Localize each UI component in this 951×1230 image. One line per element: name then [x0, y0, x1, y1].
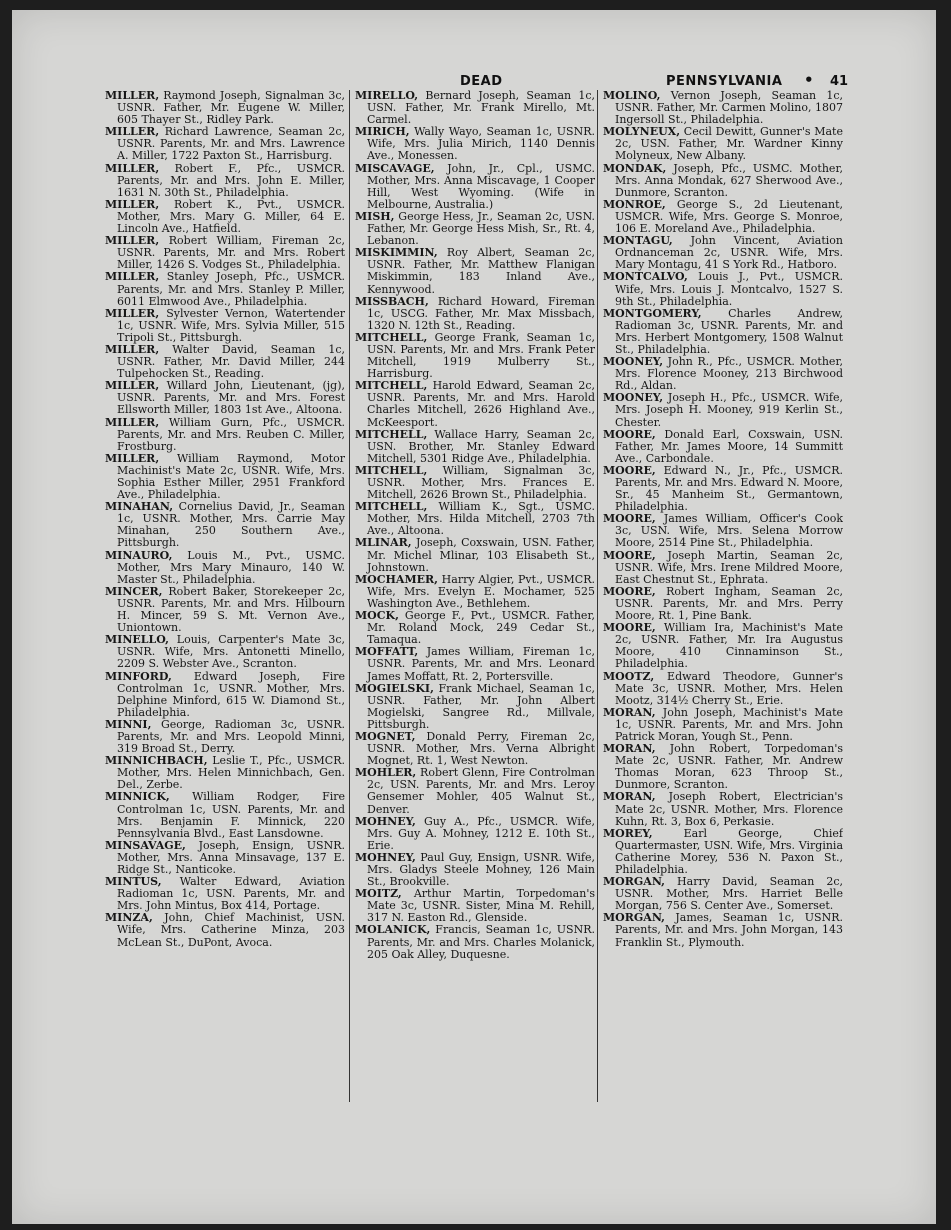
- entry-surname: MORGAN,: [603, 911, 666, 925]
- column-divider: [597, 90, 598, 1102]
- entry-surname: MOLANICK,: [355, 923, 431, 937]
- entry-surname: MINNICK,: [105, 790, 170, 804]
- entry-surname: MITCHELL,: [355, 500, 428, 514]
- entry-details: Francis, Seaman 1c, USNR. Parents, Mr. and Mrs. Charles Molanick, 205 Oak Alley, Duquesne.: [367, 923, 595, 961]
- entry-surname: MOOTZ,: [603, 669, 655, 683]
- entry-surname: MOORE,: [603, 584, 656, 598]
- roster-entry: [603, 392, 843, 428]
- entry-surname: MINSAVAGE,: [105, 838, 186, 852]
- section-title: DEAD: [460, 74, 503, 89]
- entry-details: Bernard Joseph, Seaman 1c, USN. Father, Mr. Frank Mirello, Mt. Carmel.: [367, 90, 595, 127]
- entry-surname: MILLER,: [105, 451, 160, 465]
- roster-entry: [355, 888, 595, 924]
- entry-surname: MITCHELL,: [355, 330, 428, 344]
- entry-details: Robert Ingham, Seaman 2c, USNR. Parents, Mr. and Mrs. Perry Moore, Rt. 1, Pine Bank.: [615, 584, 843, 623]
- header-bullet: •: [804, 71, 814, 89]
- entry-surname: MILLER,: [105, 379, 160, 393]
- entry-surname: MIRELLO,: [355, 90, 419, 102]
- roster-entry: [603, 876, 843, 912]
- roster-entry: [355, 852, 595, 888]
- entry-details: George Hess, Jr., Seaman 2c, USN. Father, Mr. George Hess Mish, Sr., Rt. 4, Lebanon.: [367, 209, 595, 248]
- entry-details: John Vincent, Aviation Ordnanceman 2c, USNR. Wife, Mrs. Mary Montagu, 41 S York Rd., Hatboro.: [615, 234, 843, 272]
- entry-details: Harold Edward, Seaman 2c, USNR. Parents, Mr. and Mrs. Harold Charles Mitchell, 2626 Highland Ave., McKeesport.: [367, 379, 595, 429]
- entry-details: Frank Michael, Seaman 1c, USNR. Father, Mr. John Albert Mogielski, Sangree Rd., Millvale, Pittsburgh.: [367, 681, 595, 731]
- roster-entry: [105, 417, 345, 453]
- roster-entry: [105, 199, 345, 235]
- entry-details: William Rodger, Fire Controlman 1c, USN. Parents, Mr. and Mrs. Benjamin F. Minnick, 220 Pennsylvania Blvd., East Lansdowne.: [117, 790, 345, 840]
- entry-surname: MILLER,: [105, 125, 160, 139]
- entry-surname: MILLER,: [105, 161, 160, 175]
- roster-entry: [105, 271, 345, 307]
- entry-surname: MOONEY,: [603, 355, 664, 369]
- entry-surname: MOLINO,: [603, 90, 661, 102]
- roster-entry: [355, 465, 595, 501]
- roster-entry: [603, 743, 843, 791]
- entry-surname: MOLYNEUX,: [603, 125, 681, 139]
- entry-surname: MITCHELL,: [355, 463, 428, 477]
- entry-details: Arthur Martin, Torpedoman's Mate 3c, USNR. Sister, Mina M. Rehill, 317 N. Easton Rd., Glenside.: [367, 887, 595, 925]
- roster-entry: [105, 586, 345, 634]
- entry-surname: MILLER,: [105, 234, 160, 248]
- entry-surname: MINZA,: [105, 911, 153, 925]
- entry-surname: MILLER,: [105, 90, 160, 102]
- entry-surname: MILLER,: [105, 197, 160, 211]
- entry-details: William Ira, Machinist's Mate 2c, USNR. Father, Mr. Ira Augustus Moore, 410 Cinnaminson St., Philadelphia.: [615, 621, 843, 671]
- entry-details: William Raymond, Motor Machinist's Mate 2c, USNR. Wife, Mrs. Sophia Esther Miller, 2951 Frankford Ave., Philadelphia.: [117, 451, 345, 502]
- roster-entry: [355, 501, 595, 537]
- entry-details: Sylvester Vernon, Watertender 1c, USNR. Wife, Mrs. Sylvia Miller, 515 Tripoli St., Pittsburgh.: [117, 306, 345, 344]
- entry-surname: MOORE,: [603, 548, 656, 562]
- column-3: [603, 90, 843, 1110]
- entry-details: Donald Earl, Coxswain, USN. Father, Mr. James Moore, 14 Summitt Ave., Carbondale.: [615, 427, 843, 465]
- entry-surname: MOHNEY,: [355, 850, 416, 864]
- roster-entry: [355, 683, 595, 731]
- roster-entry: [105, 453, 345, 501]
- entry-surname: MISH,: [355, 209, 395, 223]
- roster-entry: [105, 501, 345, 549]
- entry-surname: MINNICHBACH,: [105, 754, 208, 768]
- entry-surname: MOREY,: [603, 826, 653, 840]
- roster-entry: [105, 90, 345, 126]
- entry-surname: MOONEY,: [603, 391, 664, 405]
- roster-entry: [603, 163, 843, 199]
- entry-surname: MORAN,: [603, 742, 656, 756]
- entry-surname: MONTGOMERY,: [603, 306, 702, 320]
- entry-details: Willard John, Lieutenant, (jg), USNR. Parents, Mr. and Mrs. Forest Ellsworth Miller, 1803 1st Ave., Altoona.: [117, 379, 345, 417]
- entry-details: William, Signalman 3c, USNR. Mother, Mrs. Frances E. Mitchell, 2626 Brown St., Philadelphia.: [367, 463, 595, 502]
- entry-details: Joseph, Pfc., USMC. Mother, Mrs. Anna Mondak, 627 Sherwood Ave., Dunmore, Scranton.: [615, 161, 843, 199]
- roster-entry: [603, 429, 843, 465]
- roster-entry: [603, 90, 843, 126]
- roster-entry: [603, 791, 843, 827]
- column-2: [355, 90, 595, 1110]
- roster-entry: [603, 671, 843, 707]
- entry-surname: MINCER,: [105, 584, 163, 598]
- entry-surname: MILLER,: [105, 415, 160, 429]
- entry-details: John, Chief Machinist, USN. Wife, Mrs. Catherine Minza, 203 McLean St., DuPont, Avoca.: [117, 911, 345, 949]
- entry-details: Roy Albert, Seaman 2c, USNR. Father, Mr. Matthew Flanigan Miskimmin, 183 Inland Ave., Kennywood.: [367, 246, 595, 296]
- column-1: [105, 90, 345, 1110]
- roster-entry: [105, 719, 345, 755]
- entry-details: John, Jr., Cpl., USMC. Mother, Mrs. Anna Miscavage, 1 Cooper Hill, West Wyoming. (Wife in Melbourne, Australia.): [367, 161, 595, 211]
- roster-entry: [603, 513, 843, 549]
- roster-entry: [105, 380, 345, 416]
- roster-entry: [355, 767, 595, 815]
- entry-details: Earl George, Chief Quartermaster, USN. Wife, Mrs. Virginia Catherine Morey, 536 N. Paxon St., Philadelphia.: [615, 826, 843, 876]
- entry-surname: MORAN,: [603, 705, 656, 719]
- roster-entry: [355, 247, 595, 295]
- roster-entry: [603, 622, 843, 670]
- roster-entry: [603, 235, 843, 271]
- entry-surname: MITCHELL,: [355, 379, 428, 393]
- roster-entry: [603, 465, 843, 513]
- entry-details: Robert William, Fireman 2c, USNR. Parents, Mr. and Mrs. Robert Miller, 1426 S. Vodges St., Philadelphia.: [117, 234, 345, 272]
- roster-entry: [105, 671, 345, 719]
- entry-details: Louis M., Pvt., USMC. Mother, Mrs Mary Minauro, 140 W. Master St., Philadelphia.: [117, 548, 345, 586]
- roster-entry: [105, 235, 345, 271]
- page-number: 41: [830, 74, 849, 89]
- roster-entry: [105, 126, 345, 162]
- entry-surname: MOCK,: [355, 609, 399, 623]
- roster-entry: [603, 586, 843, 622]
- entry-details: Richard Lawrence, Seaman 2c, USNR. Parents, Mr. and Mrs. Lawrence A. Miller, 1722 Paxton St., Harrisburg.: [117, 125, 345, 163]
- entry-surname: MONTCALVO,: [603, 270, 688, 284]
- entry-details: Guy A., Pfc., USMCR. Wife, Mrs. Guy A. Mohney, 1212 E. 10th St., Erie.: [367, 814, 595, 852]
- entry-details: Louis, Carpenter's Mate 3c, USNR. Wife, Mrs. Antonetti Minello, 2209 S. Webster Ave., Scranton.: [117, 633, 345, 671]
- roster-entry: [355, 646, 595, 682]
- roster-entry: [603, 707, 843, 743]
- entry-surname: MISSBACH,: [355, 294, 429, 308]
- entry-details: Wallace Harry, Seaman 2c, USN. Brother, Mr. Stanley Edward Mitchell, 5301 Ridge Ave., Philadelphia.: [367, 427, 595, 465]
- entry-surname: MOORE,: [603, 463, 656, 477]
- entry-surname: MISKIMMIN,: [355, 246, 438, 260]
- roster-entry: [355, 380, 595, 428]
- entry-surname: MOGNET,: [355, 729, 416, 743]
- entry-details: James William, Fireman 1c, USNR. Parents, Mr. and Mrs. Leonard James Moffatt, Rt. 2, Portersville.: [367, 645, 595, 683]
- roster-entry: [105, 344, 345, 380]
- roster-entry: [105, 912, 345, 948]
- roster-entry: [603, 126, 843, 162]
- entry-surname: MITCHELL,: [355, 427, 428, 441]
- roster-entry: [105, 876, 345, 912]
- entry-details: Robert Baker, Storekeeper 2c, USNR. Parents, Mr. and Mrs. Hilbourn H. Mincer, 59 S. Mt. Vernon Ave., Uniontown.: [117, 584, 345, 635]
- entry-details: Paul Guy, Ensign, USNR. Wife, Mrs. Gladys Steele Mohney, 126 Main St., Brookville.: [367, 850, 595, 889]
- entry-surname: MINTUS,: [105, 875, 162, 889]
- roster-entry: [355, 610, 595, 646]
- entry-surname: MINAURO,: [105, 548, 173, 562]
- entry-details: Edward N., Jr., Pfc., USMCR. Parents, Mr. and Mrs. Edward N. Moore, Sr., 45 Manheim St., Germantown, Philadelphia.: [615, 463, 843, 514]
- entry-details: George S., 2d Lieutenant, USMCR. Wife, Mrs. George S. Monroe, 106 E. Moreland Ave., Philadelphia.: [615, 197, 843, 236]
- entry-details: James William, Officer's Cook 3c, USN. Wife, Mrs. Selena Morrow Moore, 2514 Pine St., Philadelphia.: [615, 512, 843, 550]
- entry-surname: MOORE,: [603, 427, 656, 441]
- entry-details: Joseph Robert, Electrician's Mate 2c, USNR. Mother, Mrs. Florence Kuhn, Rt. 3, Box 6, Perkasie.: [615, 790, 843, 828]
- entry-details: Edward Theodore, Gunner's Mate 3c, USNR. Mother, Mrs. Helen Mootz, 314½ Cherry St., Erie.: [615, 669, 843, 707]
- entry-details: John Joseph, Machinist's Mate 1c, USNR. Parents, Mr. and Mrs. John Patrick Moran, Yough St., Penn.: [615, 705, 843, 743]
- roster-entry: [355, 211, 595, 247]
- entry-surname: MOFFATT,: [355, 645, 419, 659]
- entry-surname: MOORE,: [603, 512, 656, 526]
- roster-entry: [355, 574, 595, 610]
- roster-entry: [603, 199, 843, 235]
- roster-entry: [105, 755, 345, 791]
- roster-entry: [603, 271, 843, 307]
- entry-details: Stanley Joseph, Pfc., USMCR. Parents, Mr. and Mrs. Stanley P. Miller, 6011 Elmwood Ave., Philadelphia.: [117, 270, 345, 308]
- entry-details: Wally Wayo, Seaman 1c, USNR. Wife, Mrs. Julia Mirich, 1140 Dennis Ave., Monessen.: [367, 125, 595, 163]
- entry-details: Joseph Martin, Seaman 2c, USNR. Wife, Mrs. Irene Mildred Moore, East Chestnut St., Ephrata.: [615, 548, 843, 586]
- roster-entry: [355, 126, 595, 162]
- entry-details: Vernon Joseph, Seaman 1c, USNR. Father, Mr. Carmen Molino, 1807 Ingersoll St., Philadelphia.: [615, 90, 843, 127]
- roster-entry: [603, 828, 843, 876]
- entry-surname: MINFORD,: [105, 669, 172, 683]
- entry-surname: MONROE,: [603, 197, 666, 211]
- entry-surname: MOITZ,: [355, 887, 402, 901]
- entry-surname: MOCHAMER,: [355, 572, 438, 586]
- entry-surname: MONDAK,: [603, 161, 667, 175]
- entry-details: Joseph, Coxswain, USN. Father, Mr. Michel Mlinar, 103 Elisabeth St., Johnstown.: [367, 536, 595, 574]
- entry-details: Harry David, Seaman 2c, USNR. Mother, Mrs. Harriet Belle Morgan, 756 S. Center Ave., Somerset.: [615, 875, 843, 913]
- entry-details: Robert F., Pfc., USMCR. Parents, Mr. and Mrs. John E. Miller, 1631 N. 30th St., Philadelphia.: [117, 161, 345, 199]
- roster-entry: [105, 634, 345, 670]
- entry-surname: MLINAR,: [355, 536, 412, 550]
- entry-details: Charles Andrew, Radioman 3c, USNR. Parents, Mr. and Mrs. Herbert Montgomery, 1508 Walnut St., Philadelphia.: [615, 306, 843, 356]
- entry-surname: MONTAGU,: [603, 234, 673, 248]
- roster-entry: [355, 296, 595, 332]
- entry-surname: MILLER,: [105, 342, 160, 356]
- entry-details: Robert K., Pvt., USMCR. Mother, Mrs. Mary G. Miller, 64 E. Lincoln Ave., Hatfield.: [117, 197, 345, 236]
- entry-details: Donald Perry, Fireman 2c, USNR. Mother, Mrs. Verna Albright Mognet, Rt. 1, West Newton.: [367, 729, 595, 768]
- entry-details: George F., Pvt., USMCR. Father, Mr. Roland Mock, 249 Cedar St., Tamaqua.: [367, 609, 595, 647]
- entry-details: Edward Joseph, Fire Controlman 1c, USNR. Mother, Mrs. Delphine Minford, 615 W. Diamond St., Philadelphia.: [117, 669, 345, 719]
- entry-surname: MOGIELSKI,: [355, 681, 434, 695]
- entry-details: Walter David, Seaman 1c, USNR. Father, Mr. David Miller, 244 Tulpehocken St., Reading.: [117, 342, 345, 381]
- roster-entry: [105, 791, 345, 839]
- entry-details: Walter Edward, Aviation Radioman 1c, USN. Parents, Mr. and Mrs. John Mintus, Box 414, Portage.: [117, 875, 345, 913]
- column-divider: [349, 90, 350, 1102]
- entry-surname: MORAN,: [603, 790, 656, 804]
- entry-details: Robert Glenn, Fire Controlman 2c, USN. Parents, Mr. and Mrs. Leroy Gensemer Mohler, 405 Walnut St., Denver.: [367, 766, 595, 816]
- roster-entry: [603, 550, 843, 586]
- roster-entry: [355, 816, 595, 852]
- entry-details: Louis J., Pvt., USMCR. Wife, Mrs. Louis J. Montcalvo, 1527 S. 9th St., Philadelphia.: [615, 270, 843, 308]
- entry-surname: MISCAVAGE,: [355, 161, 435, 175]
- roster-entry: [355, 537, 595, 573]
- entry-surname: MILLER,: [105, 306, 160, 320]
- entry-surname: MINELLO,: [105, 633, 169, 647]
- entry-surname: MOHLER,: [355, 766, 417, 780]
- entry-surname: MILLER,: [105, 270, 160, 284]
- entry-details: William Gurn, Pfc., USMCR. Parents, Mr. and Mrs. Reuben C. Miller, Frostburg.: [117, 415, 345, 453]
- entry-surname: MOORE,: [603, 621, 656, 635]
- entry-details: John R., Pfc., USMCR. Mother, Mrs. Florence Mooney, 213 Birchwood Rd., Aldan.: [615, 355, 843, 393]
- entry-details: Joseph, Ensign, USNR. Mother, Mrs. Anna Minsavage, 137 E. Ridge St., Nanticoke.: [117, 838, 345, 876]
- entry-details: Leslie T., Pfc., USMCR. Mother, Mrs. Helen Minnichbach, Gen. Del., Zerbe.: [117, 754, 345, 792]
- roster-entry: [105, 163, 345, 199]
- entry-details: Cornelius David, Jr., Seaman 1c, USNR. Mother, Mrs. Carrie May Minahan, 250 Southern Ave., Pittsburgh.: [117, 500, 345, 550]
- entry-details: William K., Sgt., USMC. Mother, Mrs. Hilda Mitchell, 2703 7th Ave., Altoona.: [367, 500, 595, 538]
- roster-entry: [105, 308, 345, 344]
- entry-details: Cecil Dewitt, Gunner's Mate 2c, USN. Father, Mr. Wardner Kinny Molyneux, New Albany.: [615, 125, 843, 163]
- roster-entry: [603, 356, 843, 392]
- entry-details: Raymond Joseph, Signalman 3c, USNR. Father, Mr. Eugene W. Miller, 605 Thayer St., Ridley Park.: [117, 90, 345, 127]
- roster-entry: [355, 163, 595, 211]
- entry-surname: MIRICH,: [355, 125, 410, 139]
- entry-surname: MINNI,: [105, 717, 152, 731]
- state-heading: PENNSYLVANIA: [666, 74, 783, 89]
- roster-entry: [355, 924, 595, 960]
- roster-entry: [105, 840, 345, 876]
- roster-entry: [603, 912, 843, 948]
- roster-entry: [355, 429, 595, 465]
- entry-surname: MOHNEY,: [355, 814, 416, 828]
- entry-surname: MORGAN,: [603, 875, 666, 889]
- entry-surname: MINAHAN,: [105, 500, 174, 514]
- entry-details: George, Radioman 3c, USNR. Parents, Mr. and Mrs. Leopold Minni, 319 Broad St., Derry.: [117, 717, 345, 756]
- entry-details: George Frank, Seaman 1c, USN. Parents, Mr. and Mrs. Frank Peter Mitchell, 1919 Mulberry St., Harrisburg.: [367, 330, 595, 381]
- entry-details: James, Seaman 1c, USNR. Parents, Mr. and Mrs. John Morgan, 143 Franklin St., Plymouth.: [615, 911, 843, 949]
- entry-details: Harry Algier, Pvt., USMCR. Wife, Mrs. Evelyn E. Mochamer, 525 Washington Ave., Bethlehem.: [367, 572, 595, 610]
- entry-details: John Robert, Torpedoman's Mate 2c, USNR. Father, Mr. Andrew Thomas Moran, 623 Throop St., Dunmore, Scranton.: [615, 742, 843, 792]
- roster-entry: [105, 550, 345, 586]
- roster-entry: [603, 308, 843, 356]
- roster-entry: [355, 731, 595, 767]
- entry-details: Richard Howard, Fireman 1c, USCG. Father, Mr. Max Missbach, 1320 N. 12th St., Reading.: [367, 294, 595, 332]
- roster-entry: [355, 90, 595, 126]
- roster-entry: [355, 332, 595, 380]
- entry-details: Joseph H., Pfc., USMCR. Wife, Mrs. Joseph H. Mooney, 919 Kerlin St., Chester.: [615, 391, 843, 429]
